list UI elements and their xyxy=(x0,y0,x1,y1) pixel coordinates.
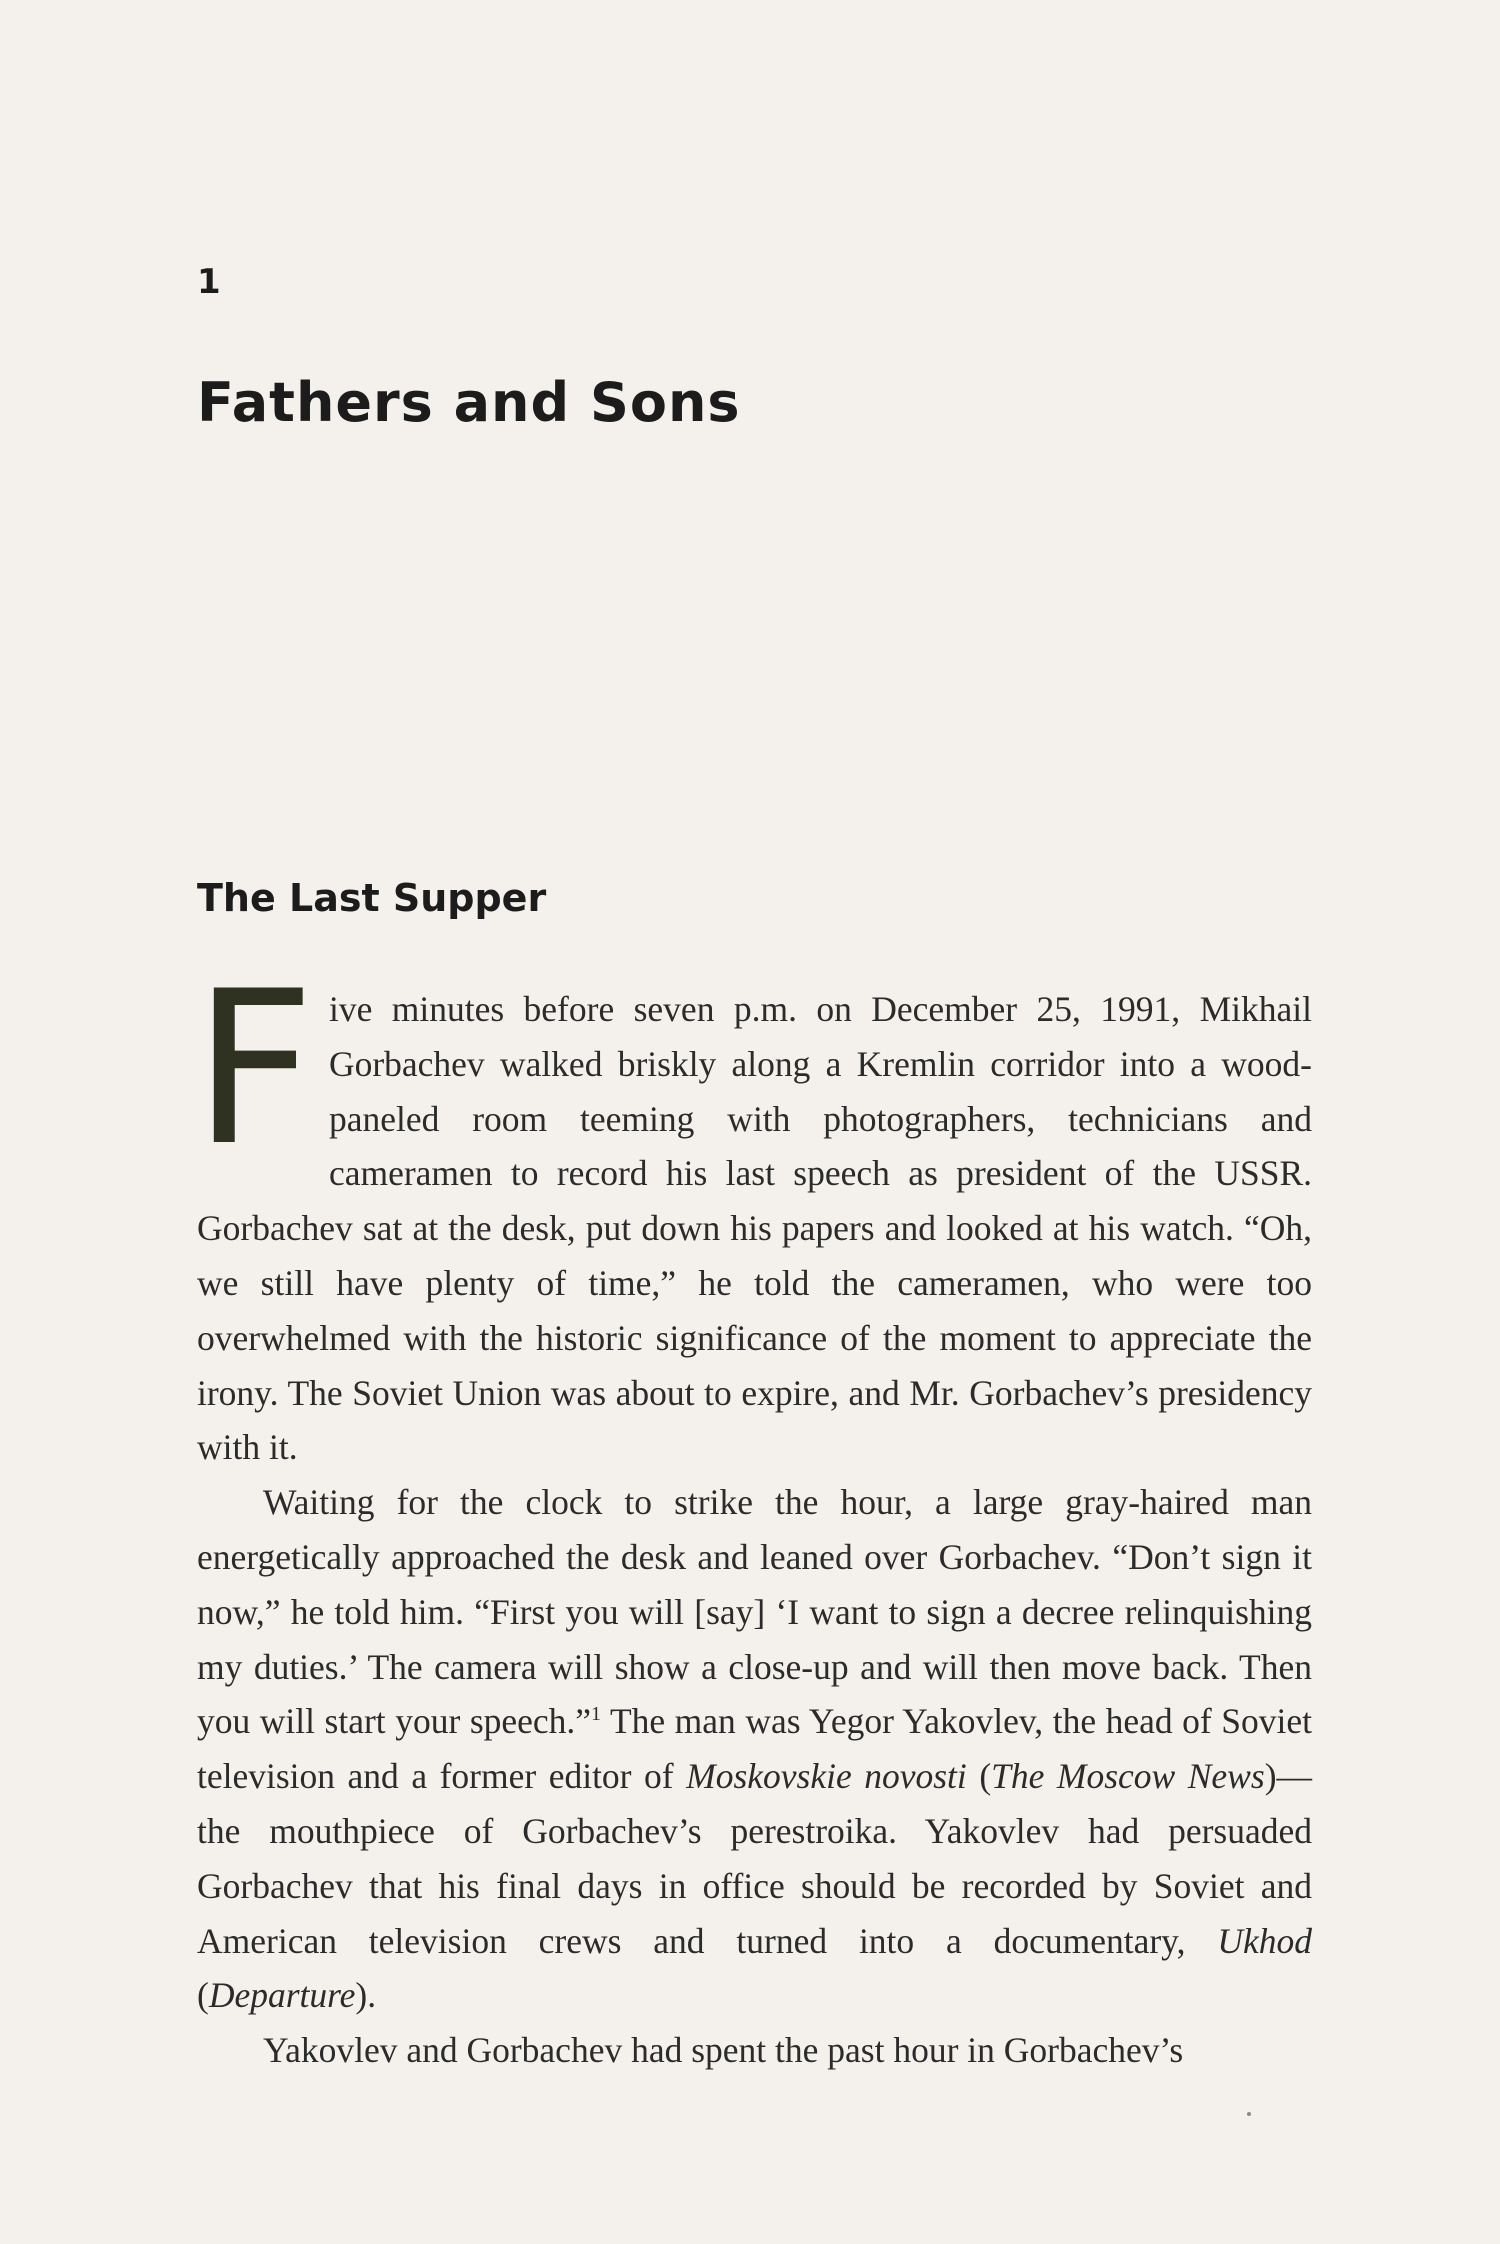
paragraph-2-text-b: The man was Yegor Yakovlev, the head of Soviet television and a former editor of xyxy=(197,1701,1312,1797)
paragraph-2 xyxy=(197,1475,1312,2023)
paragraph-2-text-f: ). xyxy=(355,1975,377,2016)
section-title: The Last Supper xyxy=(197,876,547,920)
italic-title-moscow-news: The Moscow News xyxy=(991,1756,1265,1797)
paragraph-1-text: ive minutes before seven p.m. on December 25, 1991, Mikhail Gorbachev walked briskly along a Kremlin corridor into a wood-paneled room teeming with photographers, technicians and cameramen to record his last speech as president of the USSR. Gorbachev sat at the desk, put down his papers and looked at his watch. “Oh, we still have plenty of time,” he told the cameramen, who were too overwhelmed with the historic significance of the moment to appreciate the irony. The Soviet Union was about to expire, and Mr. Gorbachev’s presidency with it. xyxy=(197,989,1312,1468)
italic-title-moskovskie: Moskovskie novosti xyxy=(686,1756,967,1797)
footnote-marker: 1 xyxy=(591,1703,602,1726)
paragraph-2-text-e: ( xyxy=(197,1975,209,2016)
chapter-number: 1 xyxy=(197,262,221,302)
paragraph-1 xyxy=(193,945,1312,1475)
paragraph-3 xyxy=(197,2023,1312,2078)
chapter-title: Fathers and Sons xyxy=(197,371,741,434)
paragraph-2-text-c: ( xyxy=(966,1756,992,1797)
drop-cap: F xyxy=(193,945,315,1192)
paragraph-3-text: Yakovlev and Gorbachev had spent the past hour in Gorbachev’s xyxy=(263,2030,1184,2071)
italic-title-ukhod: Ukhod xyxy=(1217,1920,1312,1961)
italic-title-departure: Departure xyxy=(208,1975,356,2016)
body-text xyxy=(193,945,1313,2078)
paragraph-2-text-d: )—the mouthpiece of Gorbachev’s perestroika. Yakovlev had persuaded Gorbachev that his final days in office should be recorded by Soviet and American television crews and turned into a documentary, xyxy=(197,1756,1313,1961)
scan-speck xyxy=(1247,2112,1251,2116)
paragraph-2-text-a: Waiting for the clock to strike the hour, a large gray-haired man energetically approached the desk and leaned over Gorbachev. “Don’t sign it now,” he told him. “First you will [say] ‘I want to sign a decree relinquishing my duties.’ The camera will show a close-up and will then move back. Then you will start your speech.” xyxy=(197,1482,1312,1742)
